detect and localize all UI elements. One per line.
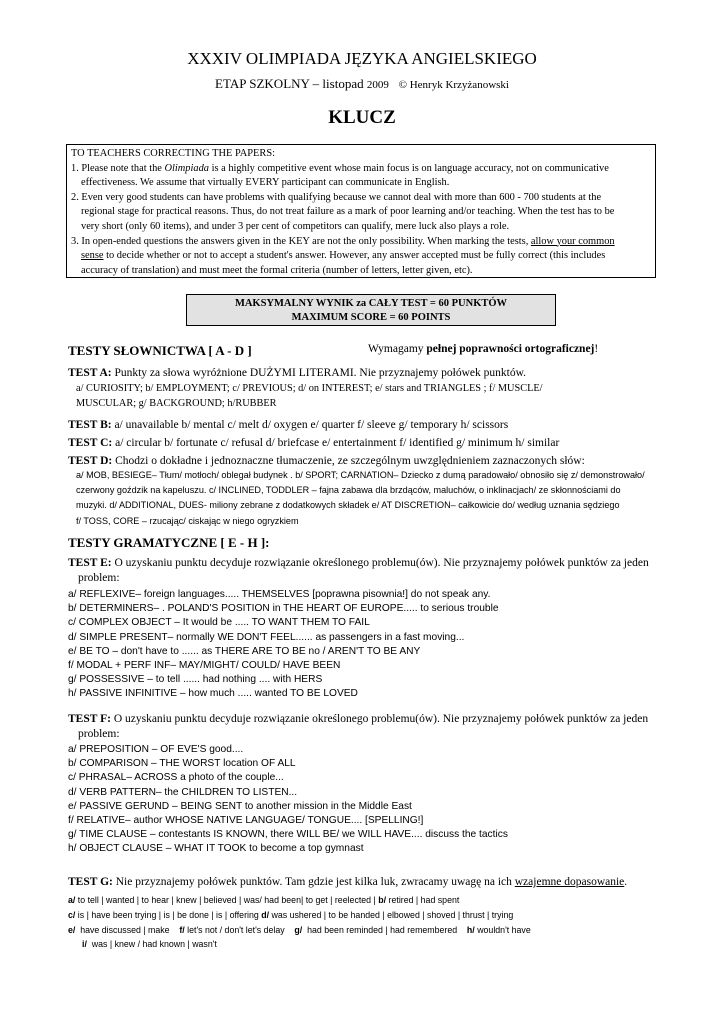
grammar-heading-row [68, 535, 658, 551]
test-f-text-cont: problem: [78, 728, 120, 740]
test-c-label: TEST C: [68, 437, 113, 449]
test-g-item-label: h/ [466, 924, 475, 935]
test-f-item: e/ PASSIVE GERUND – BEING SENT to another mission in the Middle East [68, 800, 412, 812]
test-e-item: d/ SIMPLE PRESENT– normally WE DON'T FEEL...... as passengers in a fast moving... [68, 631, 465, 643]
test-f-item: d/ VERB PATTERN– the CHILDREN TO LISTEN... [68, 786, 298, 798]
test-e-item: f/ MODAL + PERF INF– MAY/MIGHT/ COULD/ HAVE BEEN [68, 660, 341, 672]
max-score-box [186, 294, 556, 326]
teacher-notes-box [66, 144, 656, 278]
test-g-answers [68, 893, 658, 952]
test-e-instruction [68, 556, 658, 571]
req-end: ! [594, 343, 599, 355]
stage-label: ETAP SZKOLNY – listopad [215, 76, 364, 91]
test-g-item-text: let's not / don't let's delay [187, 924, 285, 935]
author-label: © Henryk Krzyżanowski [398, 79, 509, 91]
test-c [68, 436, 658, 451]
note-3-underline-2: sense [81, 250, 104, 262]
test-e-item: a/ REFLEXIVE– foreign languages..... THEMSELVES [poprawna pisownia!] do not speak any. [68, 589, 491, 600]
test-g [68, 875, 658, 890]
test-f-answers [68, 743, 658, 857]
test-f [68, 712, 658, 742]
test-g-item-label: g/ [294, 924, 303, 935]
test-g-item-label: c/ [68, 909, 76, 920]
vocab-heading: TESTY SŁOWNICTWA [ A - D ] [68, 343, 252, 358]
test-f-item: a/ PREPOSITION – OF EVE'S good.... [68, 744, 244, 755]
test-g-end: . [624, 876, 628, 888]
test-a-label: TEST A: [68, 367, 112, 379]
test-e-item: h/ PASSIVE INFINITIVE – how much ..... wanted TO BE LOVED [68, 688, 358, 700]
test-f-item: b/ COMPARISON – THE WORST location OF ALL [68, 758, 296, 770]
note-1-emphasis: Olimpiada [164, 162, 209, 174]
test-d-instruction [68, 454, 658, 469]
test-e-item: c/ COMPLEX OBJECT – It would be ..... TO WANT THEM TO FAIL [68, 617, 370, 629]
req-bold: pełnej poprawności ortograficznej [426, 343, 595, 355]
test-g-item-text: had been reminded | had remembered [307, 924, 458, 935]
test-d-answer-4: f/ TOSS, CORE – rzucając/ ciskając w niego ogryzkiem [76, 515, 299, 526]
document-title: XXXIV OLIMPIADA JĘZYKA ANGIELSKIEGO [187, 49, 537, 68]
test-e-text-cont: problem: [78, 572, 120, 584]
test-f-item: g/ TIME CLAUSE – contestants IS KNOWN, there WILL BE/ we WILL HAVE.... discuss the tactics [68, 829, 508, 841]
test-g-item-text: wouldn't have [477, 924, 531, 935]
test-g-instruction [68, 875, 658, 890]
test-e-text: O uzyskaniu punktu decyduje rozwiązanie określonego problemu(ów). Nie przyznajemy połówek punktów za jeden [114, 557, 649, 569]
test-g-item-text: was | knew / had known | wasn't [91, 939, 217, 950]
test-b [68, 418, 658, 433]
test-b-label: TEST B: [68, 419, 112, 431]
test-g-row-1 [68, 893, 658, 908]
note-3-cont-2: accuracy of translation) and must meet the formal criteria (number of letters, letter given, etc). [81, 264, 473, 276]
test-g-item-label: i/ [82, 939, 87, 950]
note-1 [71, 162, 651, 177]
test-g-text: Nie przyznajemy połówek punktów. Tam gdzie jest kilka luk, zwracamy uwagę na ich [115, 876, 512, 888]
test-g-item-label: d/ [261, 909, 270, 920]
document-subtitle [0, 76, 724, 93]
note-3-text-b: to decide whether or not to accept a student's answer. However, any answer accepted must be fully correct (this includes [106, 250, 606, 262]
test-c-answers: a/ circular b/ fortunate c/ refusal d/ briefcase e/ entertainment f/ identified g/ minimum h/ similar [115, 437, 560, 449]
test-g-row-2 [68, 908, 658, 923]
test-f-item: f/ RELATIVE– author WHOSE NATIVE LANGUAGE/ TONGUE.... [SPELLING!] [68, 815, 424, 827]
test-f-item: c/ PHRASAL– ACROSS a photo of the couple... [68, 772, 284, 784]
note-2-cont: regional stage for practical reasons. Thus, do not treat failure as a mark of poor learning and/or teaching. When the test has to be [81, 206, 615, 218]
test-e-label: TEST E: [68, 557, 112, 569]
test-g-item-text: retired | had spent [388, 895, 460, 905]
test-g-label: TEST G: [68, 876, 113, 888]
grammar-heading: TESTY GRAMATYCZNE [ E - H ]: [68, 535, 270, 550]
test-a-text: Punkty za słowa wyróżnione DUŻYMI LITERAMI. Nie przyznajemy połówek punktów. [114, 367, 527, 379]
test-e-item: g/ POSSESSIVE – to tell ...... had nothing .... with HERS [68, 674, 323, 686]
spelling-requirement [368, 343, 598, 355]
test-g-item-label: a/ [68, 895, 76, 905]
year-label: 2009 [366, 79, 389, 91]
test-a-answers-1: a/ CURIOSITY; b/ EMPLOYMENT; c/ PREVIOUS; d/ on INTEREST; e/ stars and TRIANGLES ; f/ MUSCLE/ [76, 383, 543, 394]
test-g-row-4 [68, 937, 658, 952]
test-g-item-text: to tell | wanted | to hear | knew | believed | was/ had been| to get | reelected | [77, 895, 376, 905]
test-d-label: TEST D: [68, 455, 113, 467]
test-b-line [68, 418, 658, 433]
test-d-answer-3: muzyki. d/ ADDITIONAL, DUES- miliony zebrane z dodatkowych składek e/ AT DISCRETION– całkowicie do/ według uznania sędziego [76, 500, 620, 511]
test-f-label: TEST F: [68, 713, 111, 725]
note-2-cont-2: very short (only 60 items), and under 3 per cent of competitors can qualify, mere luck also plays a role. [81, 220, 510, 232]
note-2: 2. Even very good students can have problems with qualifying because we cannot deal with more than 600 - 700 students at the [71, 191, 602, 203]
test-b-answers: a/ unavailable b/ mental c/ melt d/ oxygen e/ quarter f/ sleeve g/ temporary h/ scissors [114, 419, 509, 431]
max-score-pl: MAKSYMALNY WYNIK za CAŁY TEST = 60 PUNKTÓW [234, 298, 508, 309]
test-g-underline: wzajemne dopasowanie [514, 876, 625, 888]
note-1-text-b: is a highly competitive event whose main focus is on language accuracy, not on communicative [211, 162, 609, 174]
note-3-underline: allow your common [530, 235, 615, 247]
test-c-line [68, 436, 658, 451]
key-title: KLUCZ [328, 107, 396, 128]
test-d-answer-2: czerwony goździk na kapeluszu. c/ INCLINED, TODDLER – fajna zabawa dla brzdąców, maluchów, o inklinacjach/ ze skłonnościami do [76, 485, 621, 496]
test-e-item: e/ BE TO – don't have to ...... as THERE ARE TO BE no / AREN'T TO BE ANY [68, 645, 421, 657]
test-g-item-label: f/ [179, 924, 185, 935]
note-3-text: 3. In open-ended questions the answers given in the KEY are not the only possibility. When marking the tests, [71, 235, 529, 247]
test-f-item: h/ OBJECT CLAUSE – WHAT IT TOOK to become a top gymnast [68, 843, 364, 855]
test-g-item-label: e/ [68, 924, 76, 935]
vocab-heading-row [68, 343, 658, 359]
test-f-instruction [68, 712, 658, 727]
test-g-row-3 [68, 923, 658, 938]
note-3 [71, 235, 651, 250]
note-3-cont [71, 249, 651, 264]
test-e-item: b/ DETERMINERS– . POLAND'S POSITION in THE HEART OF EUROPE..... to serious trouble [68, 603, 499, 615]
test-d [68, 454, 658, 469]
test-d-answers [68, 468, 658, 529]
test-e [68, 556, 658, 586]
test-g-item-text: is | have been trying | is | be done | is | offering [77, 909, 259, 920]
test-e-answers [68, 588, 658, 702]
req-text: Wymagamy [368, 343, 424, 355]
test-d-text: Chodzi o dokładne i jednoznaczne tłumaczenie, ze szczególnym uwzględnieniem zaznaczonych słów: [115, 455, 585, 467]
test-a [68, 366, 658, 411]
max-score-en: MAXIMUM SCORE = 60 POINTS [291, 312, 451, 323]
test-g-item-text: have discussed | make [80, 924, 170, 935]
test-g-item-text: was ushered | to be handed | elbowed | shoved | thrust | trying [271, 909, 514, 920]
test-a-instruction [68, 366, 658, 381]
test-g-item-label: b/ [378, 895, 387, 905]
test-f-text: O uzyskaniu punktu decyduje rozwiązanie określonego problemu(ów). Nie przyznajemy połówek punktów za jeden [113, 713, 649, 725]
note-1-cont: effectiveness. We assume that virtually EVERY participant can communicate in English. [81, 177, 450, 189]
notes-heading: TO TEACHERS CORRECTING THE PAPERS: [71, 148, 276, 159]
test-d-answer-1: a/ MOB, BESIEGE– Tłum/ motłoch/ oblegał budynek . b/ SPORT; CARNATION– Dziecko z dumą paradowało/ obnosiło się z/ demonstrowało/ [76, 470, 645, 480]
note-1-text: 1. Please note that the [71, 162, 162, 174]
test-a-answers-2: MUSCULAR; g/ BACKGROUND; h/RUBBER [76, 398, 277, 410]
